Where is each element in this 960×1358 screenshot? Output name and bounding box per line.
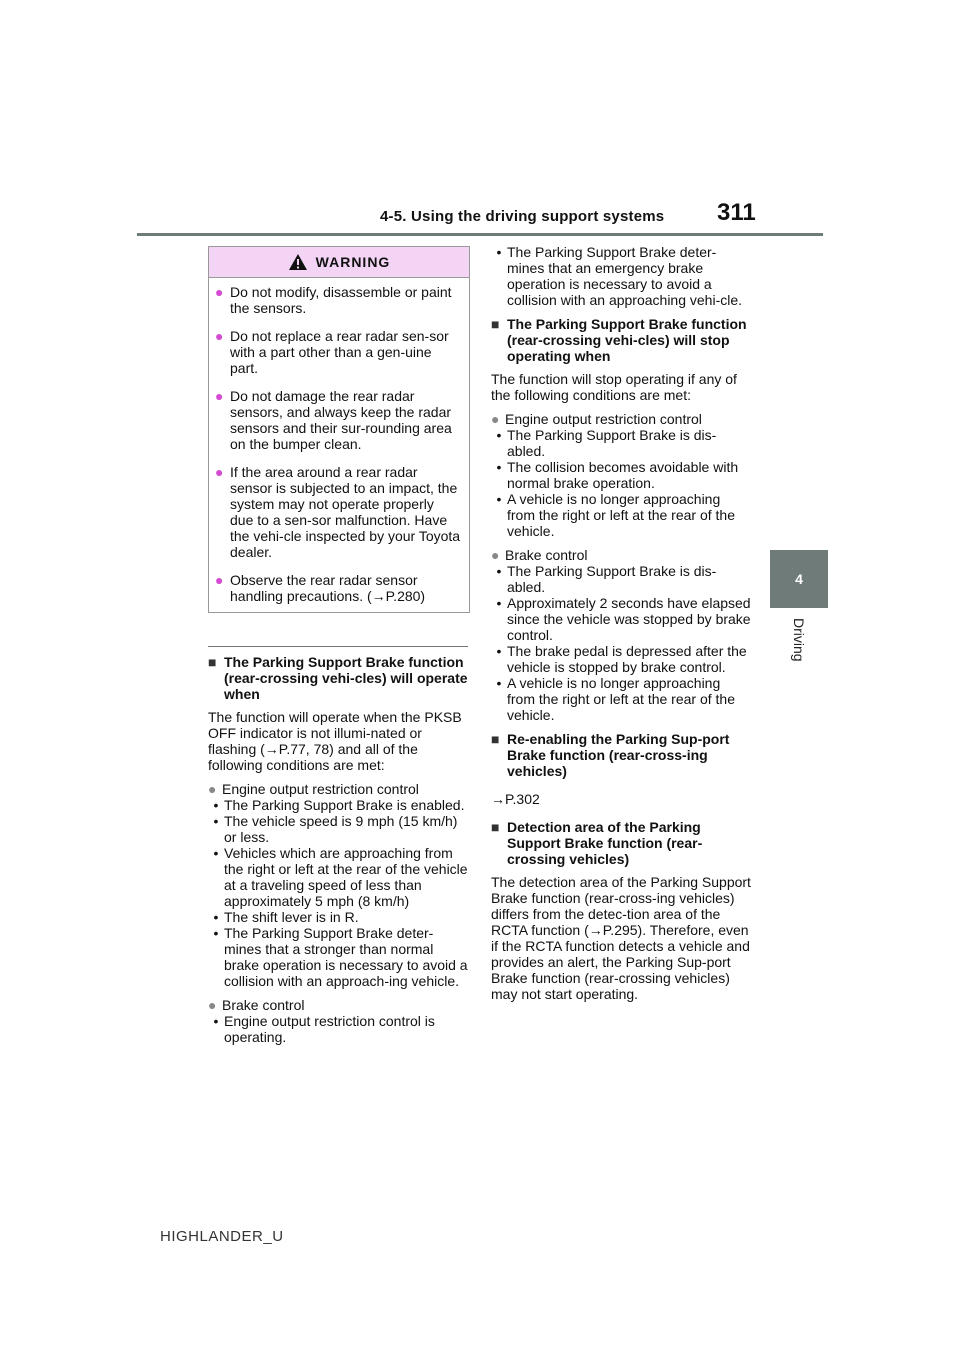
condition-item xyxy=(491,563,751,595)
dash-bullet: • xyxy=(496,427,502,443)
dash-bullet: • xyxy=(496,675,502,691)
square-bullet-icon: ■ xyxy=(491,731,500,747)
condition-title-text: Brake control xyxy=(222,997,305,1013)
square-bullet-icon: ■ xyxy=(208,654,217,670)
bullet-dot-icon: ● xyxy=(215,464,224,480)
condition-text: The Parking Support Brake is enabled. xyxy=(224,797,465,813)
condition-text: The Parking Support Brake is dis-abled. xyxy=(507,427,717,459)
left-column xyxy=(208,246,470,1053)
condition-title xyxy=(208,781,470,797)
condition-item xyxy=(491,643,751,675)
gray-dot-icon: ● xyxy=(208,781,217,797)
warning-text: Do not replace a rear radar sen-sor with a part other than a gen-uine part. xyxy=(230,328,449,376)
warning-body xyxy=(209,278,469,612)
section-heading-text: The Parking Support Brake function (rear-crossing vehi-cles) will operate when xyxy=(224,654,468,702)
gray-dot-icon: ● xyxy=(491,411,500,427)
page-number: 311 xyxy=(717,199,756,226)
condition-item xyxy=(491,427,751,459)
condition-text: The Parking Support Brake deter-mines that an emergency brake operation is necessary to avoid a collision with an approaching vehi-cle. xyxy=(507,244,743,308)
condition-title xyxy=(208,997,470,1013)
section-heading xyxy=(491,731,751,779)
warning-text: Observe the rear radar sensor handling precautions. (→P.280) xyxy=(230,572,426,604)
condition-text: The vehicle speed is 9 mph (15 km/h) or less. xyxy=(224,813,458,845)
condition-text: Engine output restriction control is operating. xyxy=(224,1013,435,1045)
dash-bullet: • xyxy=(213,845,219,861)
dash-bullet: • xyxy=(213,797,219,813)
condition-item xyxy=(208,1013,470,1045)
warning-item xyxy=(215,464,461,560)
chapter-number: 4 xyxy=(795,571,803,587)
warning-box xyxy=(208,246,470,613)
condition-text: The collision becomes avoidable with normal brake operation. xyxy=(507,459,739,491)
condition-text: The brake pedal is depressed after the vehicle is stopped by brake control. xyxy=(507,643,747,675)
warning-text: Do not damage the rear radar sensors, and always keep the radar sensors and their sur-rounding area on the bumper clean. xyxy=(230,388,452,452)
section-intro: The function will stop operating if any of the following conditions are met: xyxy=(491,371,737,403)
warning-title: WARNING xyxy=(315,254,391,270)
section-intro: The function will operate when the PKSB OFF indicator is not illumi-nated or flashing (→P.77, 78) and all of the following conditions are met: xyxy=(208,709,462,773)
warning-item xyxy=(215,572,461,604)
condition-group xyxy=(491,411,751,539)
dash-bullet: • xyxy=(213,1013,219,1029)
section-body: The detection area of the Parking Support Brake function (rear-cross-ing vehicles) differs from the detec-tion area of the RCTA function (→P.295). Therefore, even if the RCTA function detects a vehicle and provides an alert, the Parking Sup-port Brake function (rear-crossing vehicles) may not start operating. xyxy=(491,874,751,1002)
header-rule xyxy=(137,233,823,236)
warning-text: Do not modify, disassemble or paint the sensors. xyxy=(230,284,452,316)
condition-text: A vehicle is no longer approaching from the right or left at the rear of the vehicle. xyxy=(507,675,735,723)
condition-text: The shift lever is in R. xyxy=(224,909,359,925)
dash-bullet: • xyxy=(213,925,219,941)
section-heading-text: Re-enabling the Parking Sup-port Brake function (rear-cross-ing vehicles) xyxy=(507,731,730,779)
dash-bullet: • xyxy=(213,909,219,925)
condition-item xyxy=(208,909,470,925)
section-heading-text: The Parking Support Brake function (rear-crossing vehi-cles) will stop operating when xyxy=(507,316,747,364)
condition-text: Vehicles which are approaching from the right or left at the rear of the vehicle at a traveling speed of less than approximately 5 mph (8 km/h) xyxy=(224,845,468,909)
dash-bullet: • xyxy=(496,643,502,659)
square-bullet-icon: ■ xyxy=(491,819,500,835)
condition-item xyxy=(491,491,751,539)
dash-bullet: • xyxy=(496,491,502,507)
condition-item xyxy=(208,797,470,813)
dash-bullet: • xyxy=(213,813,219,829)
gray-dot-icon: ● xyxy=(208,997,217,1013)
condition-item xyxy=(208,845,470,909)
gray-dot-icon: ● xyxy=(491,547,500,563)
warning-item xyxy=(215,284,461,316)
condition-item xyxy=(491,459,751,491)
section-heading xyxy=(491,819,751,867)
condition-title xyxy=(491,547,751,563)
section-heading-text: Detection area of the Parking Support Brake function (rear-crossing vehicles) xyxy=(507,819,703,867)
condition-item xyxy=(208,813,470,845)
condition-text: The Parking Support Brake is dis-abled. xyxy=(507,563,717,595)
condition-group xyxy=(491,547,751,723)
warning-text: If the area around a rear radar sensor is subjected to an impact, the system may not operate properly due to a sen-sor malfunction. Have the vehi-cle inspected by your Toyota dealer. xyxy=(230,464,461,560)
condition-text: The Parking Support Brake deter-mines that a stronger than normal brake operation is necessary to avoid a collision with an approach-ing vehicle. xyxy=(224,925,468,989)
dash-bullet: • xyxy=(496,459,502,475)
chapter-label: Driving xyxy=(791,618,807,662)
condition-group xyxy=(208,997,470,1045)
header-section-title: 4-5. Using the driving support systems xyxy=(380,208,665,225)
condition-group xyxy=(208,781,470,989)
warning-item xyxy=(215,388,461,452)
warning-triangle-icon xyxy=(288,253,308,271)
condition-item xyxy=(208,925,470,989)
condition-text: A vehicle is no longer approaching from the right or left at the rear of the vehicle. xyxy=(507,491,735,539)
section-heading xyxy=(491,316,751,364)
bullet-dot-icon: ● xyxy=(215,388,224,404)
warning-header xyxy=(209,247,469,278)
page-reference-link[interactable]: →P.302 xyxy=(491,791,540,807)
chapter-tab[interactable] xyxy=(770,550,828,608)
condition-title xyxy=(491,411,751,427)
dash-bullet: • xyxy=(496,595,502,611)
section-divider xyxy=(208,646,468,647)
condition-title-text: Brake control xyxy=(505,547,588,563)
condition-item xyxy=(491,595,751,643)
condition-item xyxy=(491,675,751,723)
footer-model: HIGHLANDER_U xyxy=(160,1228,284,1245)
dash-bullet: • xyxy=(496,244,502,260)
square-bullet-icon: ■ xyxy=(491,316,500,332)
section-heading xyxy=(208,654,470,702)
condition-title-text: Engine output restriction control xyxy=(505,411,702,427)
condition-item xyxy=(491,244,751,308)
dash-bullet: • xyxy=(496,563,502,579)
right-column xyxy=(491,244,751,1010)
bullet-dot-icon: ● xyxy=(215,328,224,344)
bullet-dot-icon: ● xyxy=(215,572,224,588)
condition-text: Approximately 2 seconds have elapsed since the vehicle was stopped by brake control. xyxy=(507,595,751,643)
warning-item xyxy=(215,328,461,376)
bullet-dot-icon: ● xyxy=(215,284,224,300)
condition-title-text: Engine output restriction control xyxy=(222,781,419,797)
